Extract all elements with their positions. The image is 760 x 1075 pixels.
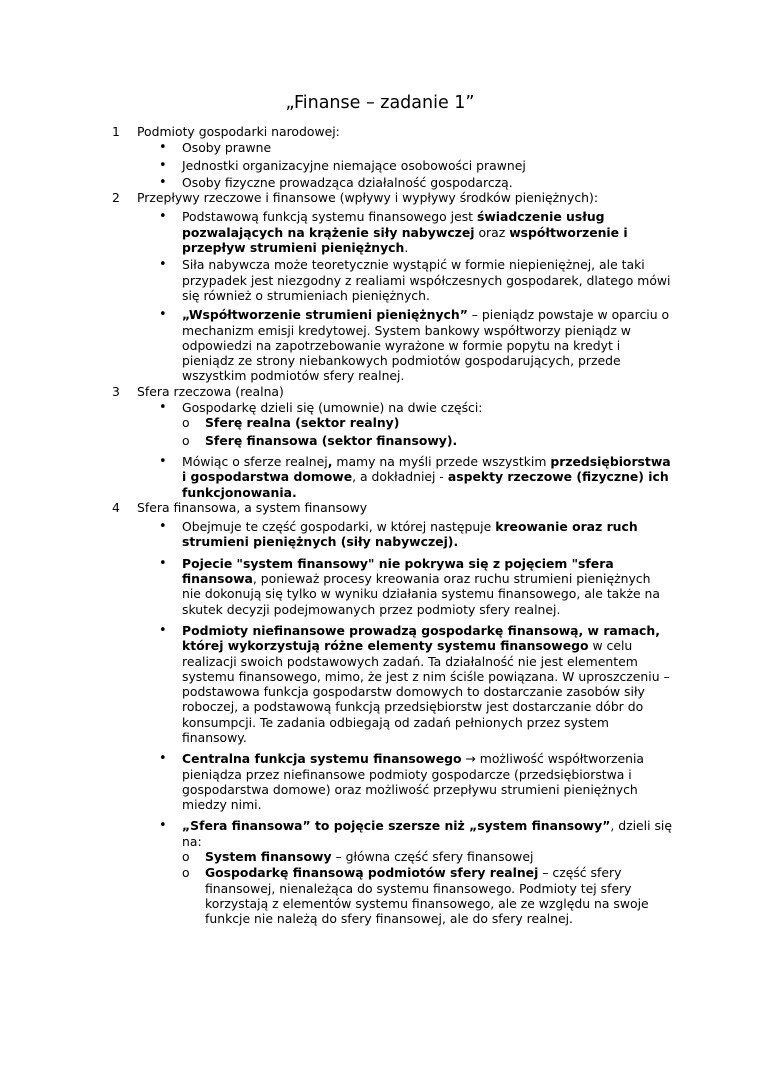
sub-list-item: o Sferę finansowa (sektor finansowy). [182, 432, 458, 448]
section-3-heading [112, 384, 672, 399]
bullet-icon: • [159, 622, 167, 638]
circle-bullet-icon: o [182, 849, 190, 865]
document-title: „Finanse – zadanie 1” [285, 93, 475, 113]
circle-bullet-icon: o [182, 415, 190, 431]
section-heading-text: Sfera rzeczowa (realna) [137, 383, 284, 399]
list-item [159, 307, 672, 383]
paragraph: Gospodarkę dzieli się (umownie) na dwie części: [182, 400, 483, 416]
sub-list-item: o System finansowy – główna część sfery finansowej [182, 849, 534, 865]
bullet-icon: • [159, 174, 167, 190]
paragraph: Mówiąc o sferze realnej, mamy na myśli przede wszystkim przedsiębiorstwa i gospodarstwa domowe, a dokładniej - aspekty rzeczowe (fizyczne) ich funkcjonowania. [182, 453, 671, 500]
bullet-icon: • [159, 818, 167, 834]
list-item [159, 556, 672, 617]
section-number: 2 [112, 190, 120, 206]
paragraph: Podstawową funkcją systemu finansowego jest świadczenie usług pozwalających na krążenie siły nabywczej oraz współtworzenie i przepływ strumieni pieniężnych. [182, 209, 628, 256]
section-heading-text: Sfera finansowa, a system finansowy [137, 499, 368, 515]
paragraph: Siła nabywcza może teoretycznie wystąpić w formie niepieniężnej, ale taki przypadek jest niezgodny z realiami współczesnych gospodarek, dlatego mówi się również o strumieniach pieniężnych. [182, 257, 671, 303]
bullet-icon: • [159, 555, 167, 571]
list-item [159, 400, 672, 415]
list-item [159, 751, 672, 812]
paragraph: „Współtworzenie strumieni pieniężnych” – pieniądz powstaje w oparciu o mechanizm emisji kredytowej. System bankowy współtworzy pieniądz w odpowiedzi na zapotrzebowanie wyrażone w formie popytu na kredyt i pieniądz ze strony niebankowych podmiotów gospodarujących, przede wszystkim podmiotów sfery realnej. [182, 307, 670, 384]
document-body [112, 124, 672, 927]
bullet-icon: • [159, 453, 167, 469]
paragraph: Pojecie "system finansowy" nie pokrywa się z pojęciem "sfera finansowa, ponieważ procesy kreowania oraz ruchu strumieni pieniężnych nie dokonują się tylko w wyniku działania systemu finansowego, ale także na skutek decyzji podejmowanych przez podmioty sfery realnej. [182, 555, 660, 617]
paragraph: Centralna funkcja systemu finansowego → możliwość współtworzenia pieniądza przez niefinansowe podmioty gospodarcze (przedsiębiorstwa i gospodarstwa domowe) oraz możliwość przepływu strumieni pieniężnych miedzy nimi. [182, 751, 644, 813]
section-2-heading [112, 190, 672, 205]
list-item [159, 519, 672, 550]
bullet-icon: • [159, 751, 167, 767]
bullet-icon: • [159, 257, 167, 273]
list-item [159, 257, 672, 303]
bullet-icon: • [159, 307, 167, 323]
section-heading-text: Podmioty gospodarki narodowej: [137, 124, 340, 139]
bullet-icon: • [159, 400, 167, 416]
paragraph: Obejmuje te część gospodarki, w której następuje kreowanie oraz ruch strumieni pieniężnych (siły nabywczej). [182, 519, 638, 550]
paragraph: Podmioty niefinansowe prowadzą gospodarkę finansową, w ramach, której wykorzystują różne elementy systemu finansowego w celu realizacji swoich podstawowych zadań. Ta działalność nie jest elementem systemu finansowego, mimo, że jest z nim ściśle powiązana. W uproszczeniu – podstawowa funkcja gospodarstw domowych to dostarczanie zasobów siły roboczej, a podstawową funkcją przedsiębiorstw jest dostarczanie dóbr do konsumpcji. Te zadania odbiegają od zadań pełnionych przez system finansowy. [182, 622, 670, 745]
paragraph: „Sfera finansowa” to pojęcie szersze niż „system finansowy”, dzieli się na: [182, 818, 673, 849]
section-number: 4 [112, 499, 120, 515]
list-item: • Jednostki organizacyjne niemające osobowości prawnej [159, 157, 526, 173]
list-item: • Osoby prawne [159, 140, 272, 156]
bullet-icon: • [159, 157, 167, 173]
section-4-heading [112, 500, 672, 515]
sub-list-item: o Sferę realna (sektor realny) [182, 415, 400, 431]
circle-bullet-icon: o [182, 432, 190, 448]
list-item [159, 454, 672, 500]
list-item [159, 623, 672, 745]
list-item [159, 209, 672, 255]
sub-list-item: o Gospodarkę finansową podmiotów sfery realnej – część sfery finansowej, nienależąca do systemu finansowego. Podmioty tej sfery korzystają z elementów systemu finansowego, ale ze względu na swoje funkcje nie należą do sfery finansowej, ale do sfery realnej. [182, 865, 649, 927]
section-heading-text: Przepływy rzeczowe i finansowe (wpływy i wypływy środków pieniężnych): [137, 190, 599, 206]
bullet-icon: • [159, 209, 167, 225]
bullet-icon: • [159, 519, 167, 535]
arrow-right-icon: → [461, 751, 480, 767]
circle-bullet-icon: o [182, 865, 190, 881]
list-item [159, 818, 672, 849]
section-1-heading [112, 124, 672, 139]
list-item: • Osoby fizyczne prowadząca działalność gospodarczą. [159, 174, 513, 190]
bullet-icon: • [159, 140, 167, 156]
section-number: 3 [112, 383, 120, 399]
section-number: 1 [112, 124, 120, 139]
